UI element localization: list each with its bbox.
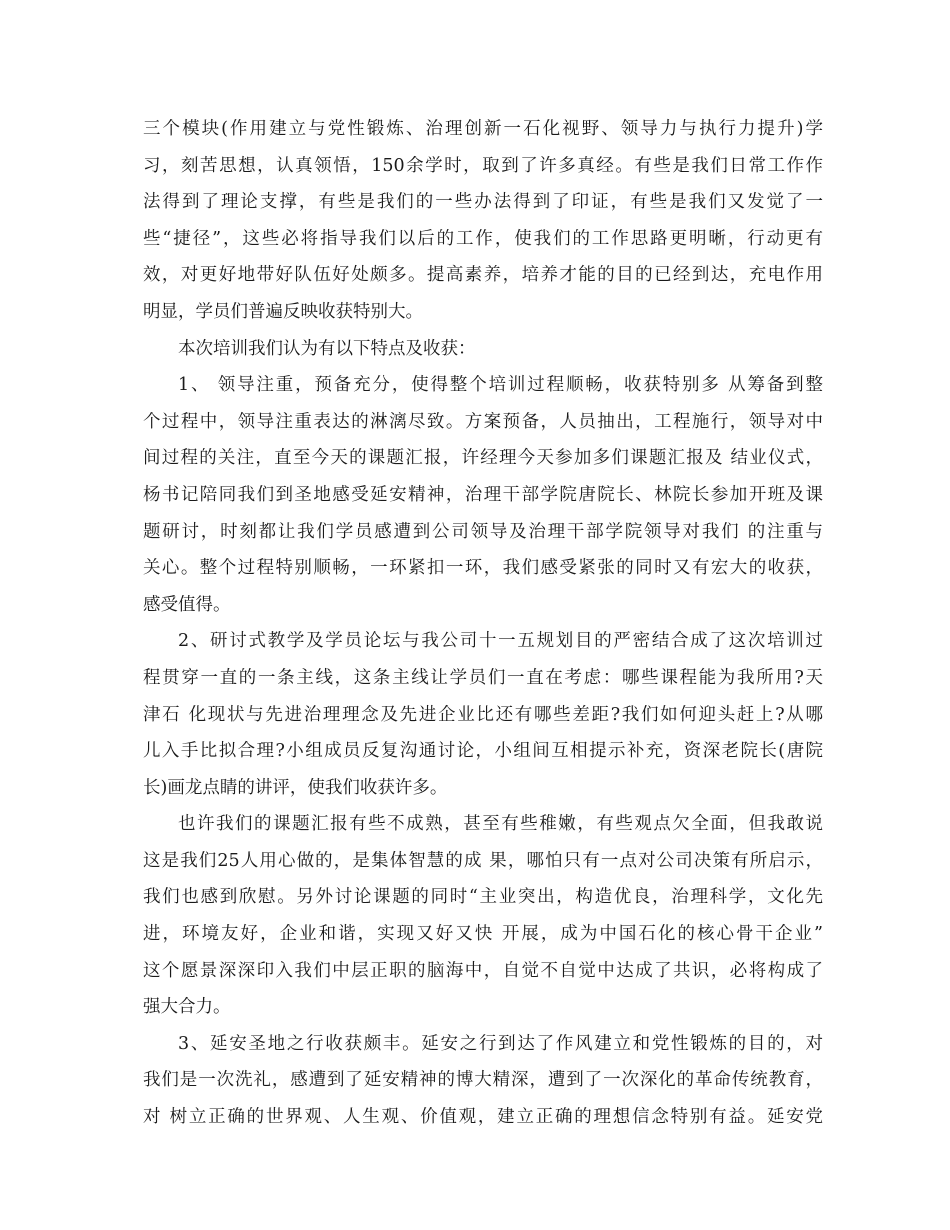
text-line: 儿入手比拟合理?小组成员反复沟通讨论，小组间互相提示补充，资深老院长(唐院	[143, 741, 823, 762]
text-line: 题研讨，时刻都让我们学员感遭到公司领导及治理干部学院领导对我们 的注重与	[143, 521, 823, 542]
text-line: 个过程中，领导注重表达的淋漓尽致。方案预备，人员抽出，工程施行，领导对中	[143, 411, 823, 432]
text-line: 本次培训我们认为有以下特点及收获：	[178, 338, 476, 359]
paragraph-point-2	[143, 623, 823, 806]
text-line: 我们也感到欣慰。另外讨论课题的同时“主业突出，构造优良，治理科学，文化先	[143, 887, 823, 908]
text-line: 三个模块(作用建立与党性锻炼、治理创新一石化视野、领导力与执行力提升)学	[143, 119, 823, 139]
paragraph-point-1	[143, 367, 823, 623]
document-body	[143, 111, 823, 1136]
text-line: 我们是一次洗礼，感遭到了延安精神的博大精深，遭到了一次深化的革命传统教育，	[143, 1070, 823, 1091]
paragraph-point-3	[143, 1026, 823, 1136]
text-line: 明显，学员们普遍反映收获特别大。	[143, 301, 423, 322]
text-line: 杨书记陪同我们到圣地感受延安精神，治理干部学院唐院长、林院长参加开班及课	[143, 484, 823, 505]
text-line: 关心。整个过程特别顺畅，一环紧扣一环，我们感受紧张的同时又有宏大的收获，	[143, 558, 823, 579]
text-line: 效，对更好地带好队伍好处颇多。提高素养，培养才能的目的已经到达，充电作用	[143, 265, 823, 286]
text-line: 些“捷径”，这些必将指导我们以后的工作，使我们的工作思路更明晰，行动更有	[143, 228, 823, 249]
paragraph-features-intro	[143, 331, 823, 368]
paragraph-report-reflection	[143, 806, 823, 1026]
text-line: 法得到了理论支撑，有些是我们的一些办法得到了印证，有些是我们又发觉了一	[143, 192, 823, 213]
text-line: 程贯穿一直的一条主线，这条主线让学员们一直在考虑：哪些课程能为我所用?天	[143, 667, 823, 688]
text-line: 津石 化现状与先进治理理念及先进企业比还有哪些差距?我们如何迎头赶上?从哪	[143, 704, 823, 725]
text-line: 1、 领导注重，预备充分，使得整个培训过程顺畅，收获特别多 从筹备到整	[178, 375, 823, 396]
text-line: 这是我们25人用心做的，是集体智慧的成 果，哪怕只有一点对公司决策有所启示，	[143, 850, 823, 871]
text-line: 这个愿景深深印入我们中层正职的脑海中，自觉不自觉中达成了共识，必将构成了	[143, 960, 823, 981]
text-line: 对 树立正确的世界观、人生观、价值观，建立正确的理想信念特别有益。延安党	[143, 1107, 823, 1128]
text-line: 习，刻苦思想，认真领悟，150余学时，取到了许多真经。有些是我们日常工作作	[143, 155, 823, 176]
text-line: 3、延安圣地之行收获颇丰。延安之行到达了作风建立和党性锻炼的目的，对	[178, 1033, 823, 1054]
paragraph-modules-summary	[143, 111, 823, 331]
text-line: 2、研讨式教学及学员论坛与我公司十一五规划目的严密结合成了这次培训过	[178, 631, 823, 652]
text-line: 间过程的关注，直至今天的课题汇报，许经理今天参加多们课题汇报及 结业仪式，	[143, 448, 823, 469]
text-line: 强大合力。	[143, 997, 231, 1018]
text-line: 长)画龙点睛的讲评，使我们收获许多。	[143, 777, 448, 798]
text-line: 进，环境友好，企业和谐，实现又好又快 开展，成为中国石化的核心骨干企业”	[143, 924, 823, 945]
text-line: 感受值得。	[143, 594, 231, 615]
text-line: 也许我们的课题汇报有些不成熟，甚至有些稚嫩，有些观点欠全面，但我敢说	[178, 814, 823, 835]
